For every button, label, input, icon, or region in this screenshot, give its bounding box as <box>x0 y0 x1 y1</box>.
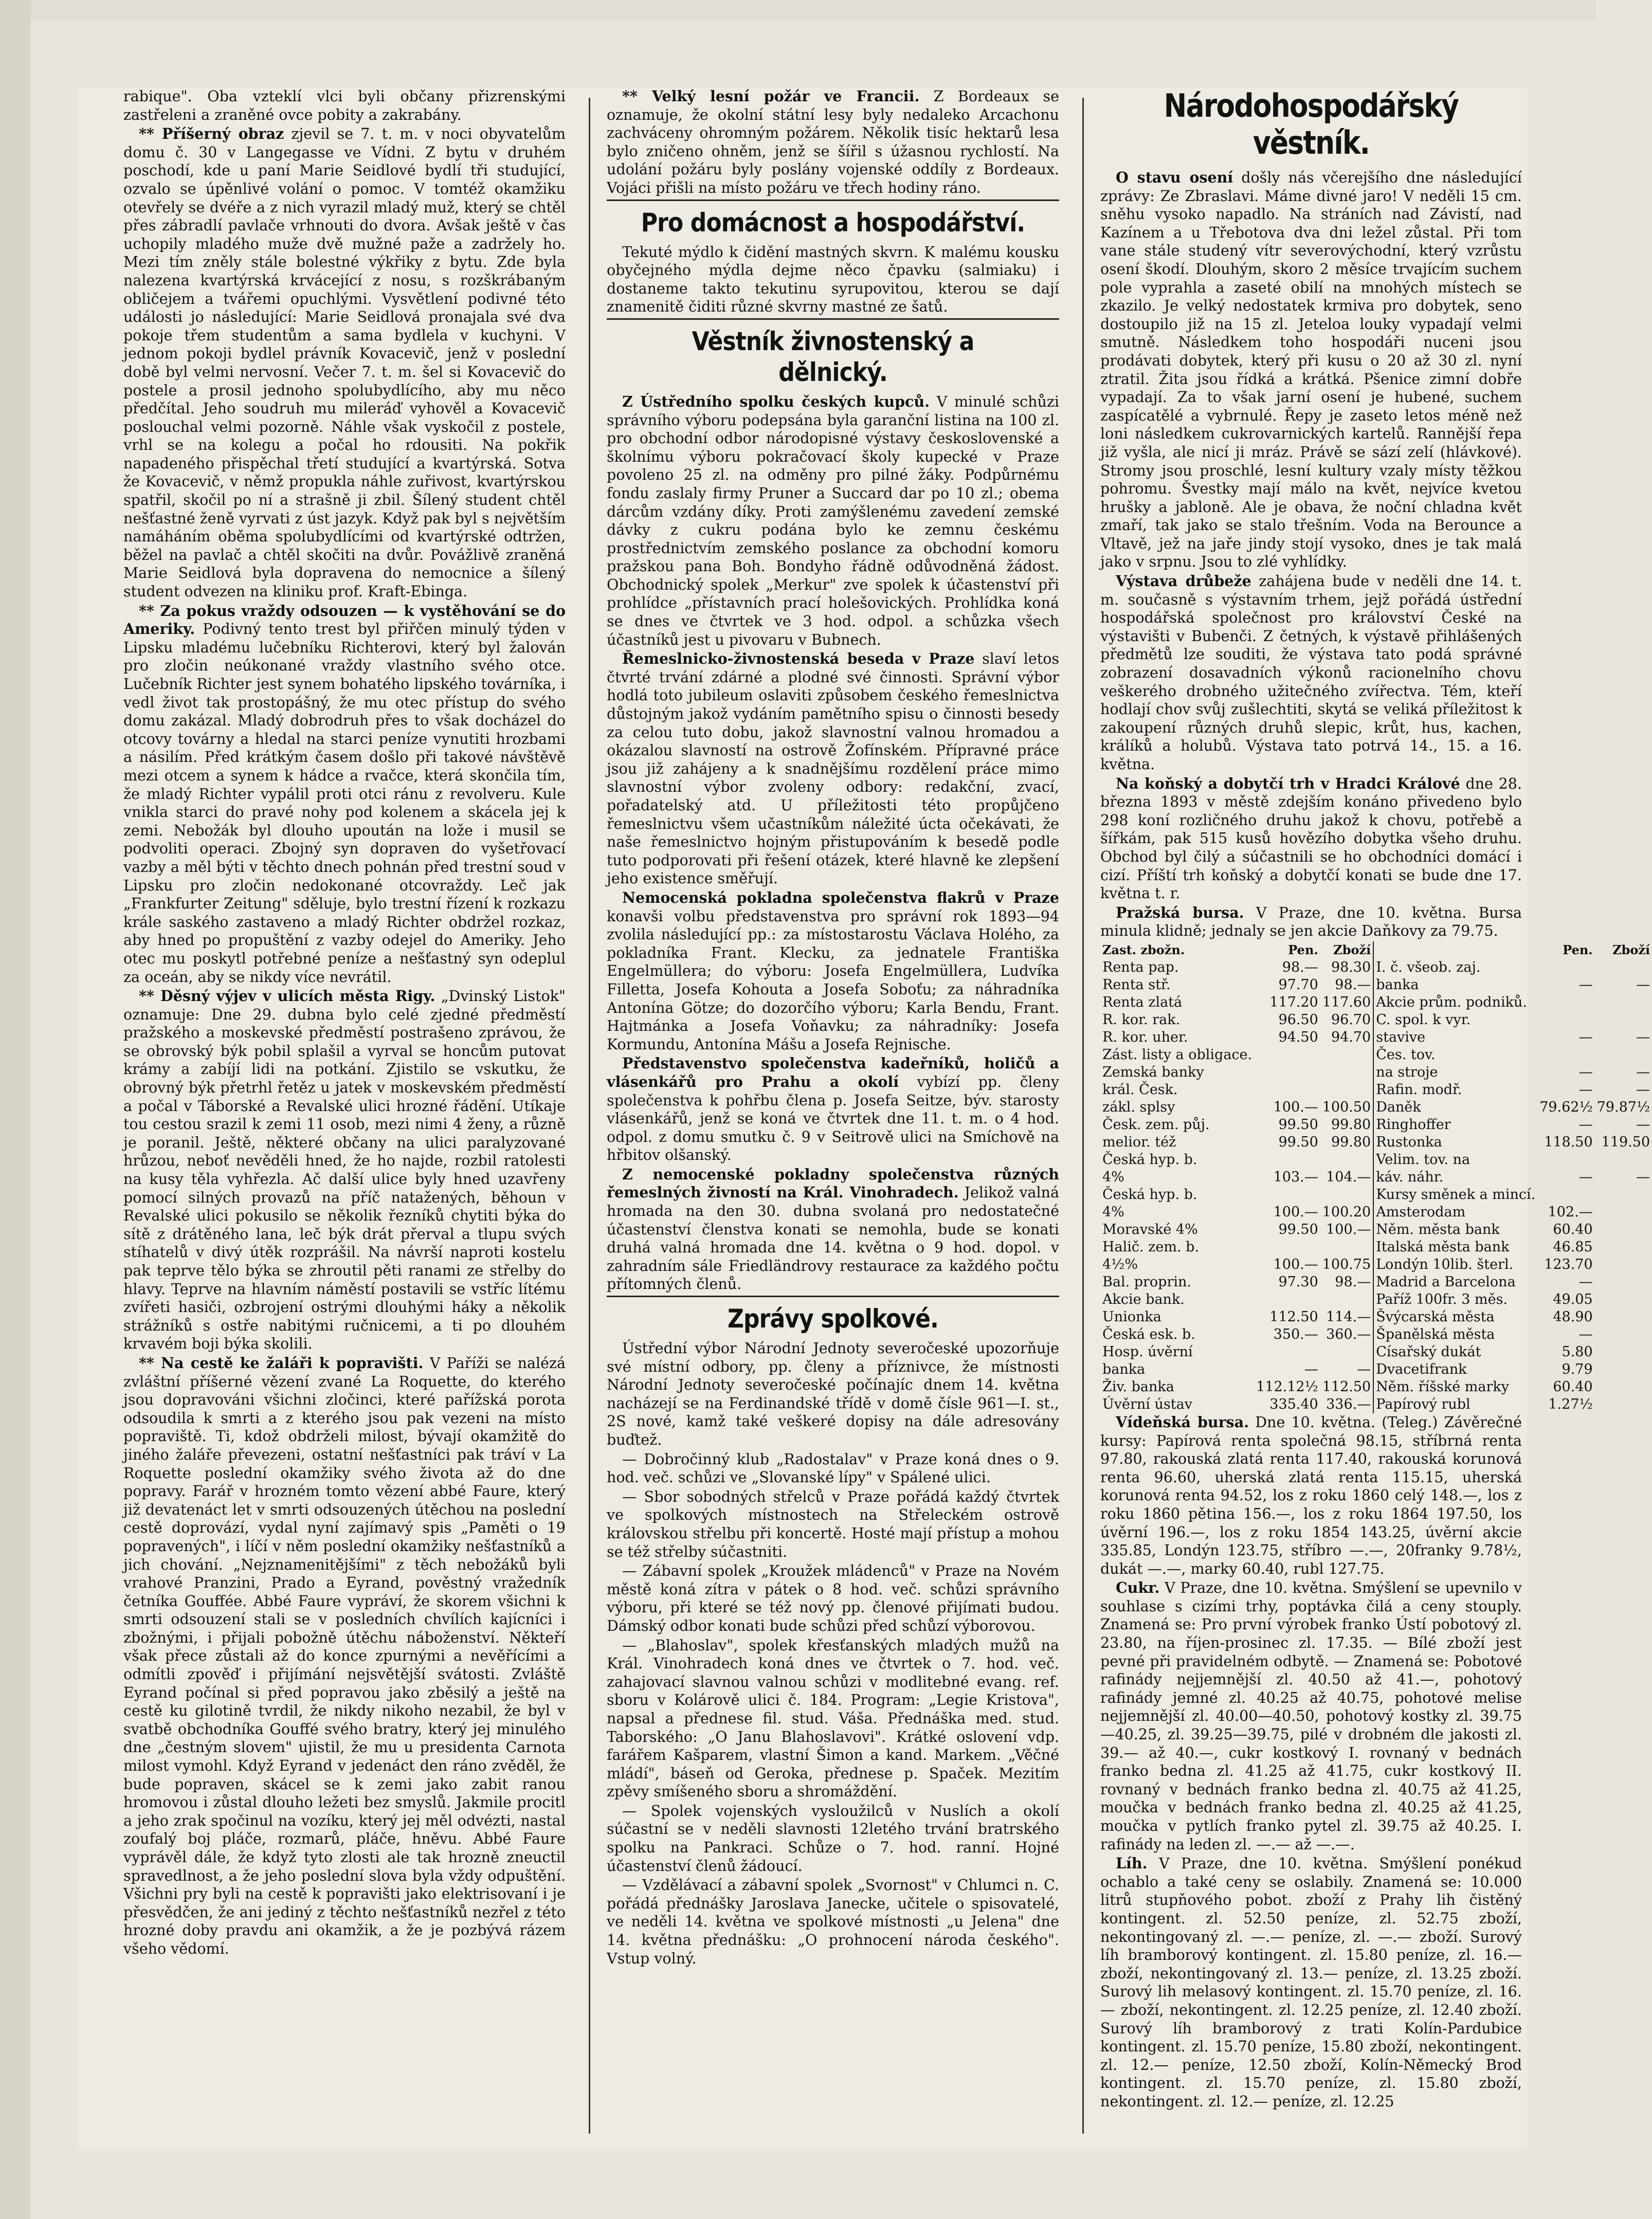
rates-row <box>1100 1046 1652 1064</box>
article-text: — Spolek vojenských vysloužilců v Nuslích a okolí súčastní se v neděli slavnosti 12letého trvání bratrského spolku na Pankraci. Schůze o 7. hod. ranní. Hojné účastenství členů žádoucí. <box>607 1802 1059 1875</box>
rate-label: Švýcarská města <box>1373 1308 1537 1326</box>
rate-goods <box>1595 994 1652 1011</box>
article-text: — „Blahoslav", spolek křesťanských mladých mužů na Král. Vinohradech koná dnes ve čtvrtek o 7. hod. več. zahajovací slavnou valnou schůzi v modlitebné evang. ref. sboru v Kolárově ulici č. 184. Program: „Legie Kristova", napsal a přednese fil. stud. Váša. Přednáška med. stud. Taborského: „O Janu Blahoslavovi". Krátké oslovení vdp. farářem Kašparem, vlastní Šimon a kand. Markem. „Věčné mládí", báseň od Geroka, přednese p. Spaček. Mezitím zpěvy smíšeného sboru a shromáždění. <box>607 1636 1059 1800</box>
rates-row <box>1100 959 1652 976</box>
rate-goods: 119.50 <box>1601 1134 1650 1150</box>
rate-label: Paříž 100fr. 3 měs. <box>1373 1291 1537 1308</box>
section-title-societies: Zprávy spolkové. <box>728 1304 938 1334</box>
rate-goods <box>1595 1046 1652 1064</box>
rate-goods: 96.70 <box>1331 1011 1371 1028</box>
rate-money: 102.— <box>1548 1204 1593 1220</box>
rates-row <box>1100 1169 1652 1186</box>
article-text: vybízí pp. členy společenstva k pohřbu člena p. Josefa Seitze, býv. starosty vlásenkářů, jenž se koná ve čtvrtek dne 11. t. m. o 4 hod. odpol. z domu smutku č. 9 v Seitrově ulici na Smíchově na hřbitov olšanský. <box>607 1073 1059 1164</box>
rates-header-label: Zast. zbožn. <box>1102 942 1185 957</box>
rate-money: 99.50 <box>1278 1116 1318 1133</box>
rate-goods: — <box>1357 1361 1371 1377</box>
rate-money: 5.80 <box>1562 1343 1593 1360</box>
rate-label: na stroje <box>1373 1064 1537 1081</box>
rate-label: Kursy směnek a mincí. <box>1373 1186 1537 1204</box>
article-text: — Dobročinný klub „Radostalav" v Praze koná dnes o 9. hod. več. schůzi ve „Slovanské lípy" v Spálené ulici. <box>607 1450 1059 1486</box>
middle-column <box>607 87 1059 2139</box>
rate-money: 1.27½ <box>1548 1396 1593 1412</box>
section-title-household: Pro domácnost a hospodářství. <box>641 207 1025 238</box>
rate-label: 4½% <box>1102 1256 1138 1272</box>
rates-col-goods: Zboží <box>1612 942 1650 957</box>
rate-money: 96.50 <box>1278 1011 1318 1028</box>
rate-label: Akcie bank. <box>1102 1291 1185 1307</box>
rate-label: zákl. splsy <box>1102 1099 1175 1115</box>
rate-goods <box>1595 1186 1652 1204</box>
rate-label: Amsterodam <box>1373 1204 1537 1221</box>
article-paragraph <box>1100 775 1522 903</box>
rate-goods: 112.50 <box>1322 1378 1371 1395</box>
rate-label: 4% <box>1102 1204 1124 1220</box>
rate-money: 112.50 <box>1269 1308 1318 1325</box>
rate-label: Česk. zem. půj. <box>1102 1116 1210 1133</box>
rate-goods <box>1595 1361 1652 1378</box>
rate-money <box>1537 1151 1594 1169</box>
section-rule <box>607 199 1059 201</box>
rate-label: Něm. města bank <box>1373 1221 1537 1239</box>
rate-label: Moravské 4% <box>1102 1221 1198 1238</box>
right-column <box>1100 87 1650 2139</box>
rate-money <box>1537 959 1594 976</box>
rate-goods <box>1320 1081 1373 1099</box>
article-headline: O stavu osení <box>1116 169 1233 186</box>
section-rule <box>607 1296 1059 1297</box>
rate-label: Unionka <box>1102 1308 1161 1325</box>
rates-row <box>1100 1378 1652 1396</box>
rate-money: — <box>1578 1326 1593 1342</box>
rate-goods <box>1320 1046 1373 1064</box>
article-headline: Z Ústředního spolku českých kupců. <box>622 392 930 410</box>
rate-money: 350.— <box>1273 1326 1318 1342</box>
article-text: zahájena bude v neděli dne 14. t. m. současně s výstavním trhem, jejž pořádá ústřední hospodářská společnost pro království České na výstavišti v Bubenči. Z četných, k výstavě přihlášených předmětů lze souditi, že výstava tato podá správné zobrazení dosavadních výkonů racionelního chovu veškerého drobného užitečného zvířectva. Tém, kteří hodlají chov svůj zušlechtiti, skytá se veliká příležitost k zakoupení různých druhů slepic, krůt, hus, kachen, králíků a holubů. Výstava tato potrvá 14., 15. a 16. května. <box>1100 573 1522 773</box>
article-text: rabique". Oba vzteklí vlci byli občany přizrenskými zastřeleni a zraněné ovce pobity a zakrabány. <box>123 88 566 123</box>
article-paragraph <box>1100 1579 1522 1853</box>
rate-label: Papírový rubl <box>1373 1396 1537 1413</box>
rate-money: 118.50 <box>1544 1134 1593 1150</box>
rate-goods: 98.— <box>1335 1274 1371 1290</box>
article-headline: ** Na cestě ke žaláři k popravišti. <box>139 1354 424 1372</box>
rate-money: 49.05 <box>1553 1291 1593 1307</box>
rates-row <box>1100 1099 1652 1116</box>
rate-label: banka <box>1102 1361 1146 1377</box>
rates-row <box>1100 1011 1652 1029</box>
article-text: — Vzdělávací a zábavní spolek „Svornost" v Chlumci n. C. pořádá přednášky Jaroslava Janecke, učitele o spisovatelé, ve neděli 14. května ve spolkové místnosti „u Jelena" dne 14. května přednášku: „O prohnocení národa českého". Vstup volný. <box>607 1877 1059 1967</box>
scan-top-edge <box>0 0 1596 21</box>
rate-money <box>1254 1239 1320 1256</box>
article-text: V Praze, dne 10. května. Bursa minula klidně; jednaly se jen akcie Daňkovy za 79.75. <box>1100 904 1522 940</box>
rate-goods: 336.— <box>1326 1396 1371 1412</box>
article-paragraph <box>607 650 1059 888</box>
rate-goods <box>1595 1396 1652 1413</box>
article-text: Dne 10. května. (Teleg.) Závěrečné kursy: Papírová renta společná 98.15, stříbrná renta 97.80, rakouská zlatá renta 117.40, rakouská korunová renta 96.60, uherská zlatá renta 115.15, uherská korunová renta 94.52, los z roku 1860 celý 148.—, los z roku 1860 pětina 156.—, los z roku 1864 197.50, los úvěrní 196.—, los z roku 1854 143.25, úvěrní akcie 335.85, Londýn 123.75, stříbro —.—, 20franky 9.78½, dukát —.—, marky 60.40, rubl 127.75. <box>1100 1413 1522 1577</box>
rate-money: 9.79 <box>1562 1361 1593 1377</box>
article-headline: Na koňský a dobytčí trh v Hradci Králové <box>1116 774 1460 792</box>
rates-row <box>1100 1081 1652 1099</box>
section-title-trade: Věstník živnostenský a dělnický. <box>692 326 974 387</box>
rate-money: 335.40 <box>1269 1396 1318 1412</box>
rate-goods <box>1320 1239 1373 1256</box>
rate-money: 100.— <box>1273 1099 1318 1115</box>
rate-money: 112.12½ <box>1256 1378 1318 1395</box>
article-headline: Řemeslnicko-živnostenská beseda v Praze <box>622 650 975 668</box>
rate-goods: 79.87½ <box>1596 1099 1650 1115</box>
rates-row <box>1100 1308 1652 1326</box>
rates-row <box>1100 1291 1652 1308</box>
article-text: dne 28. března 1893 v městě zdejším konáno přivedeno bylo 298 koní rozličného druhu jakož k chovu, potřebě a šířkám, pak 515 kusů hovězího dobytka všeho druhu. Obchod byl čilý a súčastnili se ho obchodníci domácí i cizí. Příští trh koňský a dobytčí konati se bude dne 17. května t. r. <box>1100 775 1522 902</box>
rate-label: Daněk <box>1373 1099 1537 1116</box>
rate-goods: 98.— <box>1335 976 1371 993</box>
rate-label: Ringhoffer <box>1373 1116 1537 1134</box>
rate-label: Zást. listy a obligace. <box>1102 1046 1252 1063</box>
rate-goods <box>1595 1326 1652 1343</box>
rate-money: 48.90 <box>1553 1308 1593 1325</box>
rate-goods <box>1595 1308 1652 1326</box>
rate-money: 60.40 <box>1553 1378 1593 1395</box>
rate-label: Renta zlatá <box>1102 994 1183 1010</box>
rate-money <box>1254 1186 1320 1204</box>
article-text: konavši volbu představenstva pro správní rok 1893—94 zvolila následující pp.: za místostarostu Václava Holého, za pokladníka Frant. Klecku, za jednatele Františka Engelmüllera; do výboru: Josefa Engelmüllera, Ludvíka Filletta, Josefa Kohouta a Josefa Soboťu; za náhradníka Antonína Götze; do dozorčího výboru; Karla Bendu, Frant. Hajtmánka a Josefa Voňavku; za náhradníky: Josefa Kormundu, Antonína Mášu a Josefa Rejnische. <box>607 907 1059 1053</box>
article-text: Podivný tento trest byl přiřčen minulý týden v Lipsku mladému lučebníku Richterovi, který byl žalován pro zločin neúkonané vraždy vlastního svého otce. Lučebník Richter jest synem bohatého lipského továrníka, i vedl život tak prostopášný, že mu otec přístup do svého domu zakázal. Mladý dobrodruh přes to však docházel do otcovy továrny a hledal na starci peníze vynutiti hrozbami a násilím. Před krátkým časem došlo při takové návštěvě mezi otcem a synem k hádce a rvačce, která skončila tím, že mladý Richter vypálil proti otci ránu z revolveru. Kule vnikla starci do pravé nohy pod kolenem a skácela jej k zemi. Nebožák byl dlouho upoután na lože i musil se podvoliti operaci. Zbojný syn dopraven do vyšetřovací vazby a měl býti v těchto dnech pohnán před trestní soud v Lipsku pro zločin nedokonané otcovraždy. Leč jak „Frankfurter Zeitung" sděluje, bylo trestní řízení k rozkazu krále saského zastaveno a mladý Richter obdržel rozkaz, aby hned po propuštění z vazby odejel do Ameriky. Jeho otec mu poskytl potřebné peníze a nešťastný syn odeplul za oceán, aby se nikdy více nevrátil. <box>123 621 566 986</box>
rate-goods: 99.80 <box>1331 1134 1371 1150</box>
article-text: Z Bordeaux se oznamuje, že okolní státní lesy byly nedaleko Arcachonu zachváceny ohromným požárem. Několik tisíc hektarů lesa bylo zničeno ohněm, jenž se šířil s úžasnou rychlostí. Na udolání požáru byly poslány vojenské oddíly z Bordeaux. Vojáci přišli na místo požáru ve třech hodiny ráno. <box>607 88 1059 196</box>
article-paragraph <box>123 1354 566 1958</box>
article-headline: ** Velký lesní požár ve Francii. <box>622 87 920 105</box>
article-text: Ústřední výbor Národní Jednoty severočeské upozorňuje své místní odbory, pp. členy a příznivce, že místnosti Národní Jednoty severočeské počínajíc dnem 14. května nacházejí se na Ferdinandské třídě v domě čísle 961—I. st., 2S nové, kamž také veškeré dopisy na dále adresovány buďtež. <box>607 1340 1059 1448</box>
rate-goods: — <box>1636 1116 1650 1133</box>
rates-row <box>1100 1029 1652 1046</box>
left-column <box>123 87 566 2139</box>
rate-goods: — <box>1636 976 1650 993</box>
article-text: „Dvinský Listok" oznamuje: Dne 29. dubna bylo celé zjedné předměstí pražského a moskevské předměstí postrašeno zprávou, že se obrovský býk pobil splašil a vyrval se honcům putovat krámy a zabíjí lidi na potkání. Zjistilo se vskutku, že obrovný býk přetrhl řetěz u jatek v moskevském předměstí a počal v Táborské a Revalské ulici hrozné řádění. Utíkaje tou cestou srazil k zemi 11 osob, mezi nimi 4 ženy, a různě je poranil. Ještě, některé občany na ulici paralyzované hrůzou, neboť nevěděli hned, že ho najde, rozbil ratolesti na kusy těla vyhřezla. Ač další ulice byly hned uzavřeny pomocí silných provazů na příč natažených, běhoun v Revalské ulici pokusilo se několik řezníků chytiti býka do sítě z drátěného lana, leč býk drát přerval a tlupu svých stíhatelů v divý útěk rozprášil. Na návrší naproti kostelu pak teprve tělo býka se zhroutil pěti ranami ze střelby do hlavy. Teprve na hlavním náměstí postavili se vstříc lítému zvířeti hasiči, ozbrojení ostrými dlouhými háky a několik strážníků s ostře nabitými ručnicemi, a ti po dlouhém krvavém boji býka skolili. <box>123 988 566 1353</box>
rate-money: — <box>1304 1361 1318 1377</box>
rate-goods: 104.— <box>1326 1169 1371 1185</box>
article-text: V Praze, dne 10. května. Smýšlení se upevnilo v souhlase s cizími trhy, poptávka čilá a ceny stouply. Znamená se: Pro první výrobek franko Ústí pobotový zl. 23.80, na říjen-prosinec zl. 17.35. — Bílé zboží jest pevné při pravidelném odbytě. — Znamená se: Pobotové rafinády nejjemnější zl. 40.50 až 41.—, pohotový rafinády jemné zl. 40.25 až 40.75, pohotové melise nejjemnější zl. 40.00—40.50, pohotový kostky zl. 39.75—40.25, zl. 39.25—39.75, pilé v drobném dle jakosti zl. 39.— až 40.—, cukr kostkový I. rovnaný v bednách franko bedna zl. 41.25 až 41.75, cukr kostkový II. rovnaný v bednách franko bedna zl. 40.75 až 41.25, moučka v bednách franko bedna zl. 40.25 až 41.25, moučka v pytlích franko pytel zl. 39.75 až 40.25. I. rafinády na leden zl. —.— až —.—. <box>1100 1579 1522 1853</box>
rates-row <box>1100 1151 1652 1169</box>
rate-goods <box>1595 1221 1652 1239</box>
rate-label: I. č. všeob. zaj. <box>1373 959 1537 976</box>
article-paragraph <box>607 1166 1059 1294</box>
rate-goods: 100.50 <box>1322 1099 1371 1115</box>
article-paragraph <box>1100 169 1522 571</box>
rate-money <box>1537 1046 1594 1064</box>
rate-label: R. kor. uher. <box>1102 1029 1188 1045</box>
rates-row <box>1100 994 1652 1011</box>
rate-money: 103.— <box>1273 1169 1318 1185</box>
article-headline: ** Děsný výjev v ulicích města Rigy. <box>139 987 435 1005</box>
rates-row <box>1100 1256 1652 1274</box>
rate-money: 100.— <box>1273 1204 1318 1220</box>
rate-money: 99.50 <box>1278 1134 1318 1150</box>
rates-col-money: Pen. <box>1563 942 1593 957</box>
rate-money: 79.62½ <box>1539 1099 1593 1115</box>
rate-label: Rustonka <box>1373 1134 1537 1151</box>
rate-label: Velim. tov. na <box>1373 1151 1537 1169</box>
rate-money: — <box>1578 1029 1593 1045</box>
rate-label: Renta stř. <box>1102 976 1171 993</box>
rate-money <box>1254 1081 1320 1099</box>
rate-goods <box>1595 959 1652 976</box>
article-headline: ** Za pokus vraždy odsouzen — k vystěhování se do Ameriky. <box>123 602 566 638</box>
section-rule <box>607 318 1059 320</box>
rate-money <box>1254 1046 1320 1064</box>
article-headline: Představenstvo společenstva kadeřníků, holičů a vlásenkářů pro Prahu a okolí <box>607 1054 1059 1090</box>
rate-label: Česká hyp. b. <box>1102 1186 1197 1203</box>
rate-label: Česká hyp. b. <box>1102 1151 1197 1168</box>
rates-row <box>1100 1361 1652 1378</box>
article-text: zjevil se 7. t. m. v noci obyvatelům domu č. 30 v Langegasse ve Vídni. Z bytu v druhém poschodí, kde u paní Marie Seidlové bydlí tři studující, ozvalo se úpěnlivé volání o pomoc. V tomtéž okamžiku otevřely se dvéře a z nich vyrazil mladý muž, který se chtěl přes zábradlí pavlače vrhnouti do dvora. Avšak ještě v čas uchopily mladého muže dvě mužné paže a zadržely ho. Mezi tím zněly stále bolestné výkřiky z bytu. Zde byla nalezena kvartýrská krvácející z nosu, s rozškrábaným obličejem a tvářemi opuchlými. Vysvětlení podivné této události jo následující: Marie Seidlová pronajala své dva pokoje třem studentům a sama bydlela v kuchyni. V jednom pokoji bydlel právník Kovacevič, jenž v poslední době byl velmi nervosní. Večer 7. t. m. šel si Kovacevič do postele a prosil jednoho spolubydlícího, aby mu něco předčítal. Jeho soudruh mu mileráď vyhověl a Kovacevič poslouchal velmi pozorně. Náhle však vyskočil z postele, vrhl se na kolegu a počal ho rdousiti. Na pokřik napadeného přispěchal třetí studující a kvartýrská. Sotva že Kovacevič, v němž propukla náhle zuřivost, kvartýrskou spatřil, skočil po ní a strašně ji zbil. Šílený student chtěl nešťastné ženě vyrvati z úst jazyk. Když pak byl s největším namáháním oběma spolubydlícími od kvartýrské odtržen, běžel na pavlač a chtěl skočiti na dvůr. Povážlivě zraněná Marie Seidlová byla dopravena do nemocnice a šílený student odvezen na kliniku prof. Kraft-Ebinga. <box>123 125 566 601</box>
rates-row <box>1100 1204 1652 1221</box>
rates-row <box>1100 1239 1652 1256</box>
rate-goods: 98.30 <box>1331 959 1371 975</box>
rate-label: Něm. říšské marky <box>1373 1378 1537 1396</box>
rate-goods: 117.60 <box>1322 994 1371 1010</box>
rate-label: Akcie prům. podniků. <box>1373 994 1537 1011</box>
article-headline: Líh. <box>1116 1854 1148 1872</box>
article-paragraph <box>607 1054 1059 1165</box>
newspaper-page <box>77 87 1650 2149</box>
rate-goods <box>1320 1186 1373 1204</box>
article-text: V minulé schůzi správního výboru podepsána byla garanční listina na 100 zl. pro obchodní odbor národopisné výstavy československé a školnímu výboru pokračovací školy kupecké v Praze povoleno 25 zl. na odměny pro pilné žáky. Podpůrnému fondu zaslaly firmy Pruner a Succard dar po 10 zl.; obema dárcům vzdány díky. Proti zamýšlenému zavedení zemské dávky z cukru podána bylo ke zemnu českému prostřednictvím zemského poslance za obchodní komoru pražskou pana Boh. Bondyho řádně odůvodněná žádost. Obchodnický spolek „Merkur" zve spolek k účastenství při prohlídce „přístavních prací holešovických. Prohlídka koná se dnes ve čtvrtek ve 3 hod. odpol. a schůzka všech účastníků jest u pivovaru v Bubnech. <box>607 393 1059 648</box>
article-text: Tekuté mýdlo k čidění mastných skvrn. K malému kousku obyčejného mýdla dejme něco čpavku (salmiaku) i dostaneme takto tekutinu syrupovitou, kterou se dají znamenitě čiditi různé skvrny mastné ze šatů. <box>607 243 1059 316</box>
article-paragraph <box>1100 572 1522 774</box>
rate-label: káv. náhr. <box>1373 1169 1537 1186</box>
rate-label: král. Česk. <box>1102 1081 1178 1098</box>
rate-money: 123.70 <box>1544 1256 1593 1272</box>
rate-money: 46.85 <box>1553 1239 1593 1255</box>
rate-goods: — <box>1636 1169 1650 1185</box>
rate-money: — <box>1578 1169 1593 1185</box>
rate-label: Rafin. modř. <box>1373 1081 1537 1099</box>
article-text: — Sbor sobodných střelců v Praze pořádá každý čtvrtek ve spolkových místnostech na Střeleckém ostrově královskou střelbu při koncertě. Hosté mají přístup a mohou se též střelby súčastniti. <box>607 1488 1059 1560</box>
rate-label: melior. též <box>1102 1134 1176 1150</box>
article-headline: Vídeňská bursa. <box>1116 1413 1249 1431</box>
rate-money: 97.70 <box>1278 976 1318 993</box>
rate-label: C. spol. k vyr. <box>1373 1011 1537 1029</box>
rate-money <box>1537 1011 1594 1029</box>
rates-header-row <box>1100 941 1652 959</box>
rate-label: stavive <box>1373 1029 1537 1046</box>
rate-money <box>1254 1064 1320 1081</box>
article-text: slaví letos čtvrté trvání zdárné a plodné své činnosti. Správní výbor hodlá toto jubileum oslaviti způsobem českého řemeslnictva důstojným jakož vydáním pamětního spisu o činnosti besedy za celou tuto dobu, jakož slavnostní valnou hromadou a okázalou slavností na ostrově Žofínském. Přípravné práce jsou již zahájeny a k snadnějšímu rozdělení práce mimo slavnostní výbor zvoleny odbory: redakční, zvací, pořadatelský atd. U příležitosti této propůjčeno řemeslnictvu všem učastníkům náležité úcta očekávati, že naše řemeslnictvo hojným přistupováním k besedě podle tuto podporovati při řešení otázek, které hlavně ke zlepšení jeho existence směřují. <box>607 650 1059 887</box>
rate-goods <box>1595 1204 1652 1221</box>
rate-label: 4% <box>1102 1169 1124 1185</box>
rate-goods: 360.— <box>1326 1326 1371 1342</box>
rate-label: Čes. tov. <box>1373 1046 1537 1064</box>
rate-money: 100.— <box>1273 1256 1318 1272</box>
rate-label: Halič. zem. b. <box>1102 1239 1200 1255</box>
article-paragraph <box>1100 904 1522 940</box>
rates-row <box>1100 1274 1652 1291</box>
rate-goods: 94.70 <box>1331 1029 1371 1045</box>
rate-label: Hosp. úvěrní <box>1102 1343 1193 1360</box>
rate-goods <box>1320 1151 1373 1169</box>
rate-money: — <box>1578 976 1593 993</box>
rate-goods <box>1595 1343 1652 1361</box>
rate-goods <box>1320 1291 1373 1308</box>
rates-row <box>1100 1343 1652 1361</box>
rate-money <box>1537 994 1594 1011</box>
rate-money <box>1254 1343 1320 1361</box>
rates-row <box>1100 976 1652 994</box>
article-paragraph <box>607 889 1059 1053</box>
rate-label: Madrid a Barcelona <box>1373 1274 1537 1291</box>
rate-money: — <box>1578 1081 1593 1098</box>
rates-body <box>1100 959 1652 1413</box>
article-headline: Pražská bursa. <box>1116 903 1244 921</box>
rate-money: 99.50 <box>1278 1221 1318 1238</box>
article-headline: ** Příšerný obraz <box>139 125 284 143</box>
rate-goods <box>1320 1064 1373 1081</box>
article-headline: Nemocenská pokladna společenstva flakrů v Praze <box>622 888 1059 906</box>
rate-goods: 100.75 <box>1322 1256 1371 1272</box>
rates-row <box>1100 1326 1652 1343</box>
article-text: — Zábavní spolek „Kroužek mládenců" v Praze na Novém městě koná zítra v pátek o 8 hod. več. schůzi správního výboru, při které se též nový pp. členové přijímati budou. Dámský odbor konati bude schůzi před schůzí výborovou. <box>607 1562 1059 1634</box>
rates-row <box>1100 1116 1652 1134</box>
column-rule <box>589 98 590 2134</box>
rate-label: Renta pap. <box>1102 959 1179 975</box>
rate-money: — <box>1578 1064 1593 1080</box>
rate-goods <box>1595 1151 1652 1169</box>
rates-col-money: Pen. <box>1288 942 1318 957</box>
rate-money: — <box>1578 1116 1593 1133</box>
rate-label: Londýn 10lib. šterl. <box>1373 1256 1537 1274</box>
rate-money <box>1537 1186 1594 1204</box>
article-paragraph <box>123 987 566 1353</box>
rate-label: Zemská banky <box>1102 1064 1204 1080</box>
rate-money <box>1254 1151 1320 1169</box>
rates-col-goods: Zboží <box>1333 942 1371 957</box>
stock-rates-table <box>1100 941 1652 1413</box>
rate-goods: — <box>1636 1081 1650 1098</box>
rate-goods <box>1595 1256 1652 1274</box>
article-text: V Praze, dne 10. května. Smýšlení ponékud ochablo a také ceny se oslabily. Znamená se: 10.000 litrů stupňového pobot. zboží z Prahy lih čistěný kontingent. zl. 52.50 peníze, zl. 52.75 zboží, nekontingovaný zl. —.— peníze, zl. —.— zboží. Surový líh bramborový kontingent. zl. 15.80 peníze, zl. 16.— zboží, nekontingovaný zl. 13.— peníze, zl. 13.25 zboží. Surový lih melasový kontingent. zl. 15.70 peníze, zl. 16.— zboží, nekontingent. zl. 12.25 peníze, zl. 12.40 zboží. Surový líh bramborový z trati Kolín-Pardubice kontingent. zl. 15.70 peníze, 15.80 zboží, nekontingent. zl. 12.— peníze, 12.50 zboží, Kolín-Německý Brod kontingent. zl. 15.70 peníze, zl. 15.80 zboží, nekontingent. zl. 12.— peníze, zl. 12.25 <box>1100 1855 1522 2110</box>
rate-goods: — <box>1636 1029 1650 1045</box>
article-paragraph <box>1100 1413 1522 1578</box>
rate-label: Česká esk. b. <box>1102 1326 1195 1342</box>
rate-goods: 100.— <box>1326 1221 1371 1238</box>
article-paragraph <box>607 393 1059 649</box>
article-paragraph <box>123 125 566 601</box>
article-paragraph <box>607 87 1059 197</box>
rate-label: Úvěrní ústav <box>1102 1396 1192 1412</box>
section-title-economy: Národohospodářský věstník. <box>1164 87 1459 161</box>
scan-left-edge <box>0 0 31 2219</box>
article-text: došly nás včerejšího dne následující zprávy: Ze Zbraslavi. Máme divné jaro! V neděli 15 cm. sněhu vysoko napadlo. Na stráních nad Závistí, nad Kazínem a u Třebotova dva dni ležel zůstal. Při tom vane stále studený vítr severovýchodní, který vzrůstu osení škodí. Dlouhým, skoro 2 měsíce trvajícím suchem pole vyprahla a zaseté obilí na mnohých místech se zkazilo. Je velký nedostatek krmiva pro dobytek, seno dostoupilo již na 15 zl. Jeteloa louky vypadají velmi smutně. Následkem toho hospodáři nuceni jsou prodávati dobytek, který při kusu o 20 až 30 zl. nyní ztratil. Žita jsou řídká a krátká. Pšenice zimní dobře vypadají. Za to však jarní osení je hubené, suchem zaspícatělé a vybrnulé. Řepy je zaseto letos méně než loni následkem cukrovarnických kartelů. Rannější řepa již vyšla, ale nicí ji mráz. Právě se sází zelí (hlávkové). Stromy jsou proschlé, lesní kultury vzaly místy těžkou pohromu. Švestky mají málo na květ, nejvíce kvetou hrušky a jabloně. Ale je obava, že noční chladna květ zmaří, tak jako se stalo třešním. Voda na Berounce a Vltavě, jež na jaře jindy stojí vysoko, dnes je tak malá jako v srpnu. Jsou to zlé vyhlídky. <box>1100 169 1522 571</box>
rate-label: Italská města bank <box>1373 1239 1537 1256</box>
rate-label: Císařský dukát <box>1373 1343 1537 1361</box>
rate-goods <box>1595 1291 1652 1308</box>
rate-money: 60.40 <box>1553 1221 1593 1238</box>
rate-money: 94.50 <box>1278 1029 1318 1045</box>
rate-money: 98.— <box>1282 959 1318 975</box>
article-headline: Výstava drůbeže <box>1116 572 1251 590</box>
article-headline: Z nemocenské pokladny společenstva různých řemeslných živností na Král. Vinohradech. <box>607 1165 1059 1202</box>
rate-goods: 114.— <box>1326 1308 1371 1325</box>
rate-label: banka <box>1373 976 1537 994</box>
rate-goods <box>1595 1011 1652 1029</box>
article-paragraph <box>123 602 566 986</box>
rate-money: — <box>1578 1274 1593 1290</box>
article-paragraph <box>1100 1854 1522 2111</box>
rate-label: Bal. proprin. <box>1102 1274 1191 1290</box>
rate-goods <box>1320 1343 1373 1361</box>
article-headline: Cukr. <box>1116 1579 1160 1597</box>
column-rule <box>1082 98 1084 2134</box>
rate-label: Dvacetifrank <box>1373 1361 1537 1378</box>
article-text: Jelikož valná hromada na den 30. dubna svolaná pro nedostatečné účastenství členstva konati se nemohla, bude se konati druhá valná hromada dne 14. května o 9 hod. dopol. v zahradním sále Friedländrovy restaurace za každého počtu přítomných členů. <box>607 1184 1059 1293</box>
rate-goods: — <box>1636 1064 1650 1080</box>
rate-goods <box>1595 1239 1652 1256</box>
rates-row <box>1100 1186 1652 1204</box>
rate-label: R. kor. rak. <box>1102 1011 1181 1028</box>
rates-row <box>1100 1134 1652 1151</box>
rate-money <box>1254 1291 1320 1308</box>
rate-label: Živ. banka <box>1102 1378 1174 1395</box>
rates-row <box>1100 1396 1652 1413</box>
rates-row <box>1100 1221 1652 1239</box>
rate-goods: 99.80 <box>1331 1116 1371 1133</box>
article-text: V Paříži se nalézá zvláštní příšerné vězení zvané La Roquette, do kterého jsou dopravováni všichni zločinci, které pařížská porota odsoudila k smrti a z kterého jsou pak vezeni na místo popraviště. Ti, kdož obdrželi milost, bývají okamžitě do jiného žaláře převezeni, ostatní nešťastníci pak tráví v La Roquette poslední okamžiky svého života až do dne popravy. Farář v hrozném tomto vězení abbé Faure, který již devatenáct let v smrti odsouzených útěchou na poslední cestě doprovází, vydal nyní zajímavý spis „Paměti o 19 popravených", i líčí v něm poslední okamžiky nešťastníků a jich chování. „Nejznamenitějšími" z těch nebožáků byli vrahové Pranzini, Prado a Eyrand, pověstný vražedník četníka Gouffée. Abbé Faure vypráví, že skorem všichni k smrti odsouzení stali se v posledních chvílích kajícníci i zbožnými, i přijali pobožně útěchu náboženství. Někteří však přece zůstali až do konce zpurnými a nevěřícími a odmítli zpověď i přijímání nejsvětější svátosti. Zvláště Eyrand počínal si před popravou jako zběsilý a ještě na cestě ku gilotině tvrdil, že nikdy nikoho nezabil, že byl v svatbě obchodníka Gouffé svého bratry, který jej minulého dne „čestným slovem" ujistil, že mu u presidenta Carnota milost vymohl. Když Eyrand v jedenáct den ráno zvěděl, že bude popraven, skácel se k zemi jako zabit ranou hromovou i zůstal dlouho ležeti bez smyslů. Jakmile procitl a jeho zrak spočinul na vozíku, který jej měl odvézti, nastal zoufalý boj pláče, rozmarů, pláče, hněvu. Abbé Faure vyprávěl dále, že když tyto zlosti ale tak hrozně zneuctil spravedlnost, a že jeho poslední slova byla vždy odpuštění. Všichni pry byli na cestě k popravišti jako elektrisovaní i je přesvědčen, že ani jediný z těchto nešťastníků nezřel z této hrozné doby pravdu ani okamžik, a že je pozbývá rázem všeho vědomí. <box>123 1354 566 1957</box>
rate-goods <box>1595 1274 1652 1291</box>
rates-row <box>1100 1064 1652 1081</box>
rate-money: 117.20 <box>1269 994 1318 1010</box>
rate-goods: 100.20 <box>1322 1204 1371 1220</box>
rate-label: Španělská města <box>1373 1326 1537 1343</box>
rate-money: 97.30 <box>1278 1274 1318 1290</box>
rate-goods <box>1595 1378 1652 1396</box>
